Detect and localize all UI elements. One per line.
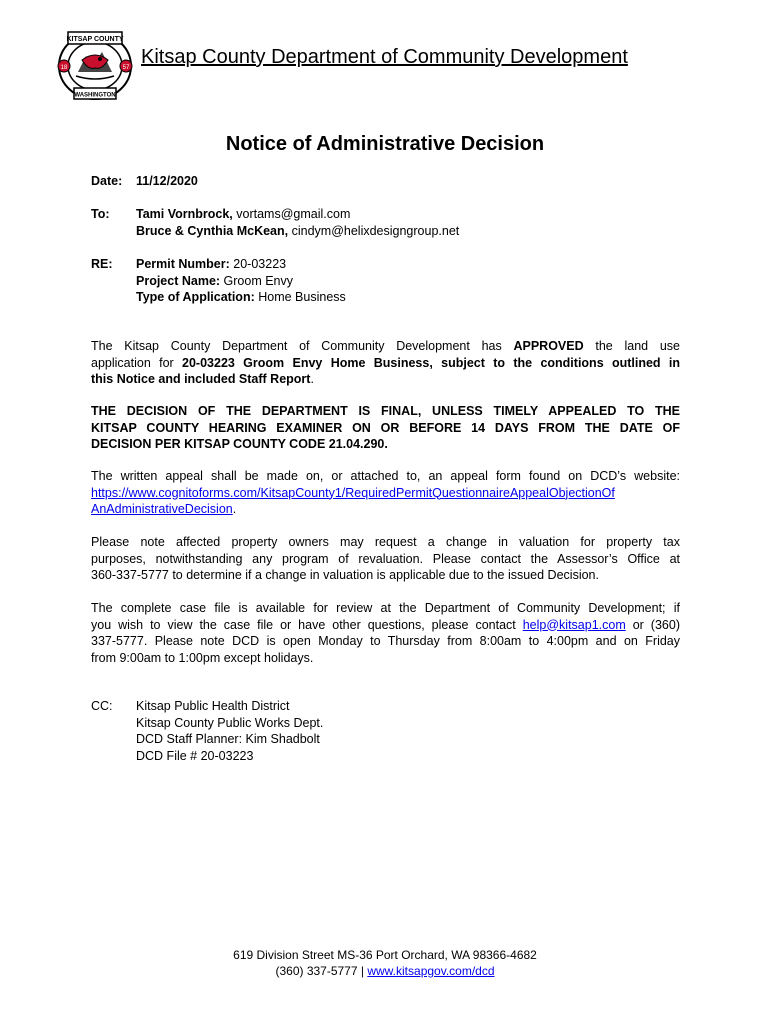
footer: [0, 947, 770, 979]
application-type-label: Type of Application:: [136, 290, 255, 304]
county-seal-logo: [56, 30, 134, 102]
valuation-paragraph: [91, 534, 680, 584]
case-file-line-4: from 9:00am to 1:00pm except holidays.: [91, 650, 314, 665]
approval-staff-report: this Notice and included Staff Report: [91, 372, 311, 386]
case-file-line-2b: or (360): [632, 617, 680, 632]
case-file-line-3: 337-5777. Please note DCD is open Monday to Thursday from 8:00am to 4:00pm and on Friday: [91, 634, 680, 648]
cc-item: DCD File # 20-03223: [136, 748, 254, 763]
re-label: RE:: [91, 257, 113, 271]
date-value: 11/12/2020: [136, 174, 198, 188]
case-file-line-2a: you wish to view the case file or have other questions, please contact: [91, 617, 516, 632]
cc-label: CC:: [91, 699, 113, 713]
recipients-block: [136, 206, 459, 239]
recipient-2: [136, 223, 459, 240]
valuation-line-3: 360-337-5777 to determine if a change in valuation is applicable due to the issued Decision.: [91, 568, 599, 582]
approval-comma: ,: [429, 355, 433, 370]
appeal-line-1: THE DECISION OF THE DEPARTMENT IS FINAL, UNLESS TIMELY APPEALED TO THE: [91, 404, 680, 418]
re-block: [136, 256, 346, 306]
footer-address: 619 Division Street MS-36 Port Orchard, WA 98366-4682: [233, 948, 537, 962]
approval-end: .: [310, 372, 314, 386]
appeal-form-link[interactable]: https://www.cognitoforms.com/KitsapCounty1/RequiredPermitQuestionnaireAppealObjectionOf: [91, 485, 615, 500]
approval-text-part1: The Kitsap County Department of Community Development has: [91, 339, 502, 353]
appeal-form-link-cont[interactable]: AnAdministrativeDecision: [91, 502, 233, 516]
approval-paragraph: [91, 338, 680, 388]
approved-status: APPROVED: [513, 339, 584, 353]
appeal-line-2: KITSAP COUNTY HEARING EXAMINER ON OR BEFORE 14 DAYS FROM THE DATE OF: [91, 420, 680, 435]
document-title: Notice of Administrative Decision: [225, 133, 545, 155]
to-label: To:: [91, 207, 110, 221]
cc-item: Kitsap County Public Works Dept.: [136, 715, 324, 730]
help-email-link[interactable]: help@kitsap1.com: [522, 617, 626, 632]
cc-item: DCD Staff Planner: Kim Shadbolt: [136, 732, 320, 746]
recipient-1-name: Tami Vornbrock,: [136, 207, 233, 221]
appeal-form-paragraph: [91, 468, 680, 518]
appeal-form-text: The written appeal shall be made on, or attached to, an appeal form found on DCD’s website:: [91, 469, 680, 483]
seal-top-text: KITSAP COUNTY: [66, 36, 124, 43]
recipient-2-name: Bruce & Cynthia McKean,: [136, 223, 289, 238]
approval-text-part3: application for: [91, 355, 174, 370]
case-file-paragraph: [91, 600, 680, 666]
seal-bottom-text: WASHINGTON: [74, 92, 116, 99]
recipient-1: [136, 206, 459, 223]
date-label: Date:: [91, 174, 123, 188]
application-type-value: Home Business: [258, 290, 346, 304]
appeal-form-end: .: [232, 502, 237, 516]
cc-item: Kitsap Public Health District: [136, 699, 290, 713]
approval-text-part2: the land use: [595, 339, 680, 353]
project-name-label: Project Name:: [136, 273, 221, 288]
footer-separator: |: [360, 964, 364, 978]
project-name-value: Groom Envy: [223, 273, 294, 288]
appeal-deadline-paragraph: [91, 403, 680, 453]
valuation-line-1: Please note affected property owners may request a change in valuation for property tax: [91, 535, 680, 549]
permit-number-value: 20-03223: [233, 257, 287, 271]
valuation-line-2: purposes, notwithstanding any program of revaluation. Please contact the Assessor’s Office at: [91, 551, 680, 566]
permit-number-label: Permit Number:: [136, 257, 230, 271]
approval-conditions: subject to the conditions outlined in: [441, 355, 681, 370]
seal-right-year: 57: [122, 65, 130, 71]
case-file-line-1: The complete case file is available for review at the Department of Community Development; if: [91, 601, 680, 615]
footer-website-link[interactable]: www.kitsapgov.com/dcd: [367, 964, 495, 978]
approval-project-ref: 20-03223 Groom Envy Home Business: [182, 355, 430, 370]
cc-list: [136, 698, 323, 764]
seal-left-year: 18: [60, 65, 68, 71]
appeal-line-3: DECISION PER KITSAP COUNTY CODE 21.04.290.: [91, 437, 388, 451]
department-header: Kitsap County Department of Community Development: [141, 46, 628, 68]
footer-phone: (360) 337-5777: [275, 964, 358, 978]
recipient-1-email: vortams@gmail.com: [236, 207, 351, 221]
recipient-2-email: cindym@helixdesigngroup.net: [291, 223, 460, 238]
